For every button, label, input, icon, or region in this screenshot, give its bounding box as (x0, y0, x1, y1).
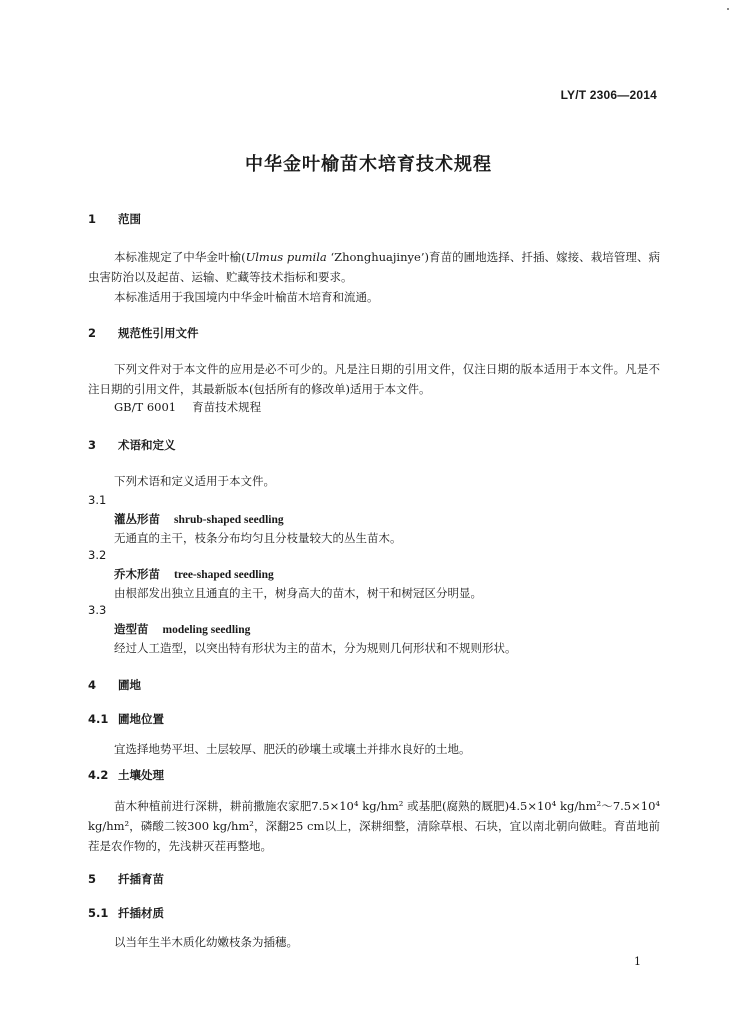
section-2-paragraph-1: 下列文件对于本文件的应用是必不可少的。凡是注日期的引用文件，仅注日期的版本适用于本文件。凡是不注日期的引用文件，其最新版本(包括所有的修改单)适用于本文件。 (88, 362, 660, 396)
section-number: 2 (88, 326, 97, 340)
section-2-heading (88, 325, 199, 341)
section-number: 3 (88, 438, 97, 452)
term-definition: 由根部发出独立且通直的主干，树身高大的苗木，树干和树冠区分明显。 (114, 586, 482, 600)
term-cn: 灌丛形苗 (114, 512, 160, 526)
section-1-heading (88, 211, 141, 227)
term-number: 3.1 (88, 493, 107, 507)
term-en: modeling seedling (162, 624, 251, 636)
subsection-number: 5.1 (88, 906, 109, 920)
section-number: 4 (88, 678, 97, 692)
section-title: 范围 (118, 212, 141, 226)
scan-speck (727, 8, 729, 10)
section-4-heading (88, 677, 141, 693)
subsection-5-1-text: 以当年生半木质化幼嫩枝条为插穗。 (114, 935, 298, 949)
term-definition: 无通直的主干，枝条分布均匀且分枝量较大的丛生苗木。 (114, 531, 402, 545)
term-cn: 乔木形苗 (114, 567, 160, 581)
reference-code: GB/T 6001 (114, 400, 177, 414)
section-title: 扦插育苗 (118, 872, 164, 886)
section-5-heading (88, 871, 164, 887)
text-run: 本标准规定了中华金叶榆( (114, 250, 246, 264)
text-run: ‘Zhonghuajinye’)育苗的圃地选择、扦插、嫁接、栽培管理、病虫害防治以及起苗、运输、贮藏等技术指标和要求。 (88, 250, 660, 284)
subsection-number: 4.1 (88, 712, 109, 726)
section-title: 术语和定义 (118, 438, 176, 452)
section-3-intro: 下列术语和定义适用于本文件。 (114, 474, 275, 488)
subsection-4-2-text: 苗木种植前进行深耕，耕前撒施农家肥7.5×10⁴ kg/hm² 或基肥(腐熟的厩肥)4.5×10⁴ kg/hm²～7.5×10⁴ kg/hm²，磷酸二铵300 kg/hm²，深翻25 cm以上，深耕细整，清除草根、石块，宜以南北朝向做畦。育苗地前茬是农作物的，先浅耕灭茬再整地。 (88, 799, 660, 853)
normative-reference (114, 399, 261, 415)
subsection-title: 土壤处理 (118, 768, 164, 782)
scientific-name: Ulmus pumila (245, 250, 327, 264)
document-title: 中华金叶榆苗木培育技术规程 (245, 154, 492, 175)
term-cn: 造型苗 (114, 622, 149, 636)
subsection-number: 4.2 (88, 768, 109, 782)
page-number: 1 (634, 955, 641, 968)
section-number: 1 (88, 212, 97, 226)
subsection-title: 扦插材质 (118, 906, 164, 920)
subsection-5-1-heading (88, 905, 164, 921)
term-number: 3.2 (88, 548, 107, 562)
section-title: 圃地 (118, 678, 141, 692)
term-definition: 经过人工造型，以突出特有形状为主的苗木，分为规则几何形状和不规则形状。 (114, 641, 517, 655)
subsection-title: 圃地位置 (118, 712, 164, 726)
subsection-4-1-heading (88, 711, 164, 727)
section-number: 5 (88, 872, 97, 886)
subsection-4-1-text: 宜选择地势平坦、土层较厚、肥沃的砂壤土或壤土并排水良好的土地。 (114, 742, 471, 756)
term-heading (114, 511, 284, 527)
subsection-4-2-heading (88, 767, 164, 783)
term-heading (114, 621, 250, 637)
term-en: tree-shaped seedling (174, 569, 274, 581)
reference-title: 育苗技术规程 (192, 400, 262, 414)
term-number: 3.3 (88, 603, 107, 617)
section-1-paragraph-2: 本标准适用于我国境内中华金叶榆苗木培育和流通。 (114, 290, 379, 304)
term-en: shrub-shaped seedling (174, 514, 284, 526)
section-title: 规范性引用文件 (118, 326, 199, 340)
term-heading (114, 566, 274, 582)
section-1-paragraph-1 (88, 247, 660, 287)
standard-code: LY/T 2306—2014 (560, 88, 657, 102)
section-3-heading (88, 437, 176, 453)
